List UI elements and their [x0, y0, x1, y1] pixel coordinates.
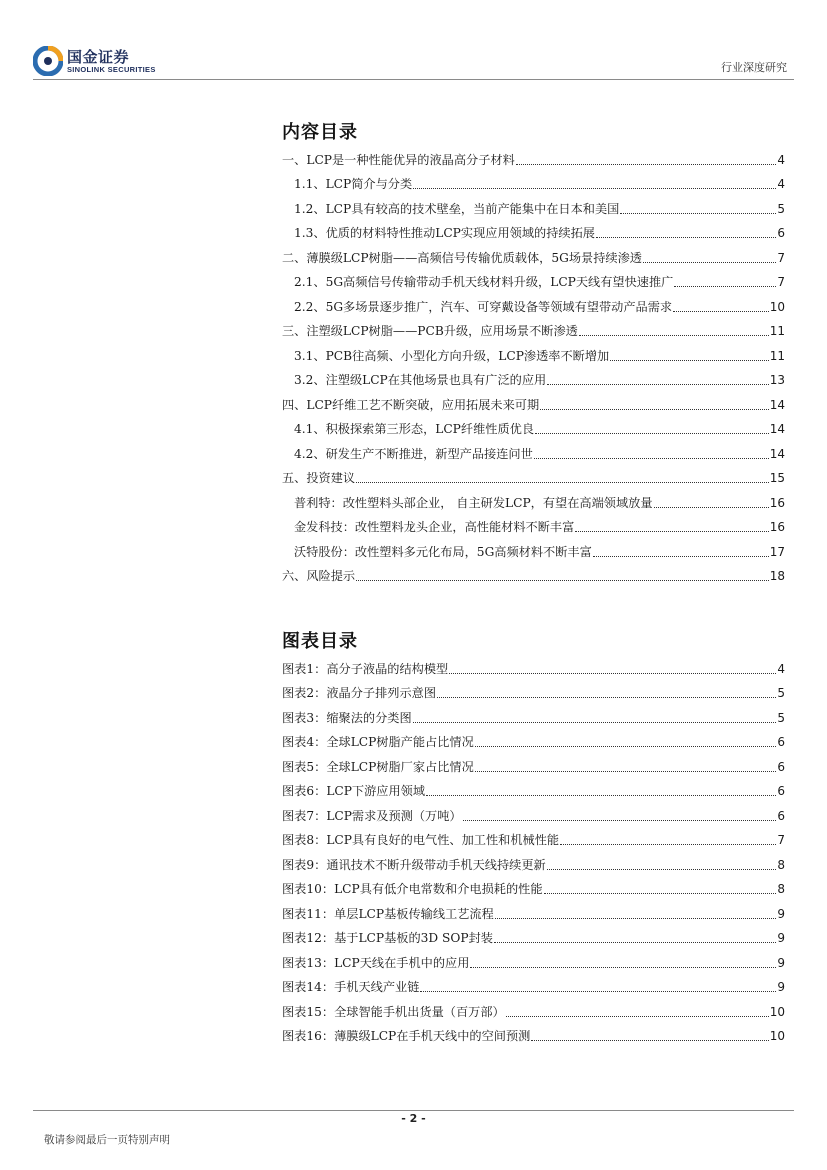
dot-leader [516, 164, 777, 165]
page-number: - 2 - [401, 1112, 426, 1125]
dot-leader [535, 433, 769, 434]
toc-entry-title: 3.2、注塑级LCP在其他场景也具有广泛的应用 [294, 373, 547, 387]
page-header [0, 0, 827, 80]
figure-entry-title: 图表12：基于LCP基板的3D SOP封装 [282, 931, 493, 945]
toc-entry[interactable] [282, 241, 785, 266]
dot-leader [575, 531, 768, 532]
figure-entry[interactable] [282, 652, 785, 677]
toc-entry-title: 五、投资建议 [282, 471, 356, 485]
toc-entry-page: 16 [769, 520, 785, 534]
figure-entry[interactable] [282, 824, 785, 849]
figure-entry-title: 图表11：单层LCP基板传输线工艺流程 [282, 906, 494, 921]
toc-entry-page: 10 [769, 299, 785, 314]
figure-entry-page: 7 [777, 833, 785, 847]
toc-entry-title: 金发科技：改性塑料龙头企业，高性能材料不断丰富 [294, 520, 575, 534]
dot-leader [413, 188, 776, 189]
toc-entry-title: 3.1、PCB往高频、小型化方向升级，LCP渗透率不断增加 [294, 348, 610, 363]
toc-entry[interactable] [282, 339, 785, 364]
figure-entry-title: 图表4：全球LCP树脂产能占比情况 [282, 735, 474, 749]
figure-entry[interactable] [282, 701, 785, 726]
figure-entry-title: 图表7：LCP需求及预测（万吨） [282, 808, 462, 823]
dot-leader [506, 1016, 769, 1017]
toc-entry-title: 二、薄膜级LCP树脂——高频信号传输优质载体，5G场景持续渗透 [282, 250, 642, 265]
dot-leader [596, 237, 776, 238]
figure-entry-page: 8 [777, 882, 785, 896]
dot-leader [610, 360, 768, 361]
figure-entry-title: 图表13：LCP天线在手机中的应用 [282, 955, 470, 970]
dot-leader [534, 458, 769, 459]
figure-entry-title: 图表1：高分子液晶的结构模型 [282, 661, 449, 676]
toc-entry-title: 1.3、优质的材料特性推动LCP实现应用领域的持续拓展 [294, 226, 595, 240]
figure-entry[interactable] [282, 946, 785, 971]
toc-entry-title: 2.2、5G多场景逐步推广，汽车、可穿戴设备等领域有望带动产品需求 [294, 299, 673, 314]
figure-entry[interactable] [282, 799, 785, 824]
dot-leader [437, 697, 776, 698]
toc-entry[interactable] [282, 290, 785, 315]
toc-entry-page: 17 [769, 544, 785, 559]
toc-entry-title: 沃特股份：改性塑料多元化布局，5G高频材料不断丰富 [294, 544, 592, 559]
toc-entry-title: 4.2、研发生产不断推进，新型产品接连问世 [294, 446, 533, 461]
dot-leader [413, 722, 777, 723]
figure-entry-title: 图表5：全球LCP树脂厂家占比情况 [282, 759, 474, 774]
toc-entry-title: 2.1、5G高频信号传输带动手机天线材料升级，LCP天线有望快速推广 [294, 275, 674, 289]
figure-entry-page: 4 [777, 661, 785, 676]
toc-entry[interactable] [282, 413, 785, 438]
figure-entry-title: 图表8：LCP具有良好的电气性、加工性和机械性能 [282, 833, 560, 847]
toc-entry[interactable] [282, 364, 785, 389]
toc-entry[interactable] [282, 315, 785, 340]
toc-entry-page: 13 [769, 373, 785, 387]
toc-entry-page: 4 [777, 177, 785, 191]
dot-leader [475, 746, 777, 747]
toc-entry[interactable] [282, 486, 785, 511]
figure-entry[interactable] [282, 922, 785, 947]
toc-entry-page: 15 [769, 471, 785, 485]
figure-entry[interactable] [282, 971, 785, 996]
toc-entry[interactable] [282, 511, 785, 536]
figure-entry[interactable] [282, 897, 785, 922]
footer-divider [33, 1110, 794, 1111]
toc-entry[interactable] [282, 437, 785, 462]
toc-entry-page: 5 [777, 201, 785, 216]
toc-entry-page: 14 [769, 446, 785, 461]
figures-title: 图表目录 [282, 631, 358, 652]
toc-entry-page: 7 [777, 275, 785, 289]
company-name-en: SINOLINK SECURITIES [67, 64, 156, 74]
toc-entry-page: 14 [769, 397, 785, 412]
toc-entry[interactable] [282, 535, 785, 560]
figure-entry-page: 9 [777, 906, 785, 921]
company-name-cn: 国金证券 [67, 47, 130, 66]
figure-entry-page: 5 [777, 710, 785, 725]
figure-entry-page: 9 [777, 931, 785, 945]
dot-leader [494, 942, 776, 943]
dot-leader [674, 286, 776, 287]
contents-list [282, 143, 785, 584]
dot-leader [426, 795, 776, 796]
figure-entry-title: 图表16：薄膜级LCP在手机天线中的空间预测 [282, 1029, 531, 1043]
toc-entry[interactable] [282, 462, 785, 487]
toc-entry-title: 六、风险提示 [282, 569, 356, 583]
figure-entry[interactable] [282, 848, 785, 873]
figure-entry-title: 图表14：手机天线产业链 [282, 980, 420, 994]
toc-entry[interactable] [282, 168, 785, 193]
figure-entry-page: 9 [777, 980, 785, 994]
dot-leader [356, 482, 769, 483]
figure-entry-page: 10 [769, 1029, 785, 1043]
dot-leader [356, 580, 769, 581]
figure-entry-title: 图表9：通讯技术不断升级带动手机天线持续更新 [282, 857, 546, 872]
toc-entry-title: 1.2、LCP具有较高的技术壁垒，当前产能集中在日本和美国 [294, 201, 620, 216]
toc-entry-title: 普利特：改性塑料头部企业， 自主研发LCP，有望在高端领域放量 [294, 495, 653, 510]
dot-leader [547, 869, 777, 870]
dot-leader [593, 556, 769, 557]
toc-entry-title: 三、注塑级LCP树脂——PCB升级，应用场景不断渗透 [282, 324, 578, 338]
figure-entry-page: 6 [777, 735, 785, 749]
figure-entry[interactable] [282, 750, 785, 775]
figure-entry-title: 图表3：缩聚法的分类图 [282, 710, 412, 725]
toc-entry-page: 11 [769, 348, 785, 363]
toc-entry-page: 4 [777, 152, 785, 167]
document-type: 行业深度研究 [721, 61, 787, 74]
figure-entry-page: 9 [777, 955, 785, 970]
toc-entry-page: 7 [777, 250, 785, 265]
toc-entry[interactable] [282, 388, 785, 413]
figure-entry[interactable] [282, 873, 785, 898]
toc-entry[interactable] [282, 217, 785, 242]
figure-entry-title: 图表6：LCP下游应用领域 [282, 784, 426, 798]
toc-entry-page: 14 [769, 422, 785, 436]
figure-entry-page: 10 [769, 1004, 785, 1019]
figure-entry-title: 图表2：液晶分子排列示意图 [282, 686, 437, 700]
toc-entry-title: 1.1、LCP简介与分类 [294, 177, 413, 191]
dot-leader [531, 1040, 768, 1041]
dot-leader [449, 673, 776, 674]
toc-entry-title: 一、LCP是一种性能优异的液晶高分子材料 [282, 152, 515, 167]
figure-entry[interactable] [282, 677, 785, 702]
toc-entry-title: 四、LCP纤维工艺不断突破，应用拓展未来可期 [282, 397, 540, 412]
figures-list [282, 652, 785, 1044]
sinolink-logo-icon [33, 46, 63, 76]
disclaimer-note: 敬请参阅最后一页特别声明 [44, 1134, 170, 1146]
dot-leader [540, 409, 769, 410]
dot-leader [475, 771, 777, 772]
company-logo [33, 46, 156, 76]
figure-entry-title: 图表15：全球智能手机出货量（百万部） [282, 1004, 505, 1019]
toc-entry-title: 4.1、积极探索第三形态，LCP纤维性质优良 [294, 422, 535, 436]
figure-entry[interactable] [282, 775, 785, 800]
dot-leader [463, 820, 777, 821]
figure-entry[interactable] [282, 726, 785, 751]
dot-leader [579, 335, 769, 336]
dot-leader [470, 967, 776, 968]
toc-entry-page: 18 [769, 569, 785, 583]
figure-entry-title: 图表10：LCP具有低介电常数和介电损耗的性能 [282, 882, 543, 896]
toc-entry[interactable] [282, 560, 785, 585]
figure-entry-page: 8 [777, 857, 785, 872]
figure-entry-page: 6 [777, 784, 785, 798]
dot-leader [654, 507, 769, 508]
figure-entry-page: 6 [777, 759, 785, 774]
toc-entry-page: 6 [777, 226, 785, 240]
dot-leader [495, 918, 777, 919]
dot-leader [673, 311, 769, 312]
toc-entry-page: 16 [769, 495, 785, 510]
figure-entry-page: 5 [777, 686, 785, 700]
header-divider [33, 79, 794, 80]
figure-entry[interactable] [282, 1020, 785, 1045]
toc-entry-page: 11 [769, 324, 785, 338]
dot-leader [547, 384, 769, 385]
toc-entry[interactable] [282, 143, 785, 168]
dot-leader [560, 844, 776, 845]
dot-leader [420, 991, 776, 992]
contents-title: 内容目录 [282, 122, 358, 143]
figure-entry-page: 6 [777, 808, 785, 823]
dot-leader [620, 213, 776, 214]
figure-entry[interactable] [282, 995, 785, 1020]
dot-leader [544, 893, 777, 894]
dot-leader [643, 262, 776, 263]
toc-entry[interactable] [282, 192, 785, 217]
toc-entry[interactable] [282, 266, 785, 291]
